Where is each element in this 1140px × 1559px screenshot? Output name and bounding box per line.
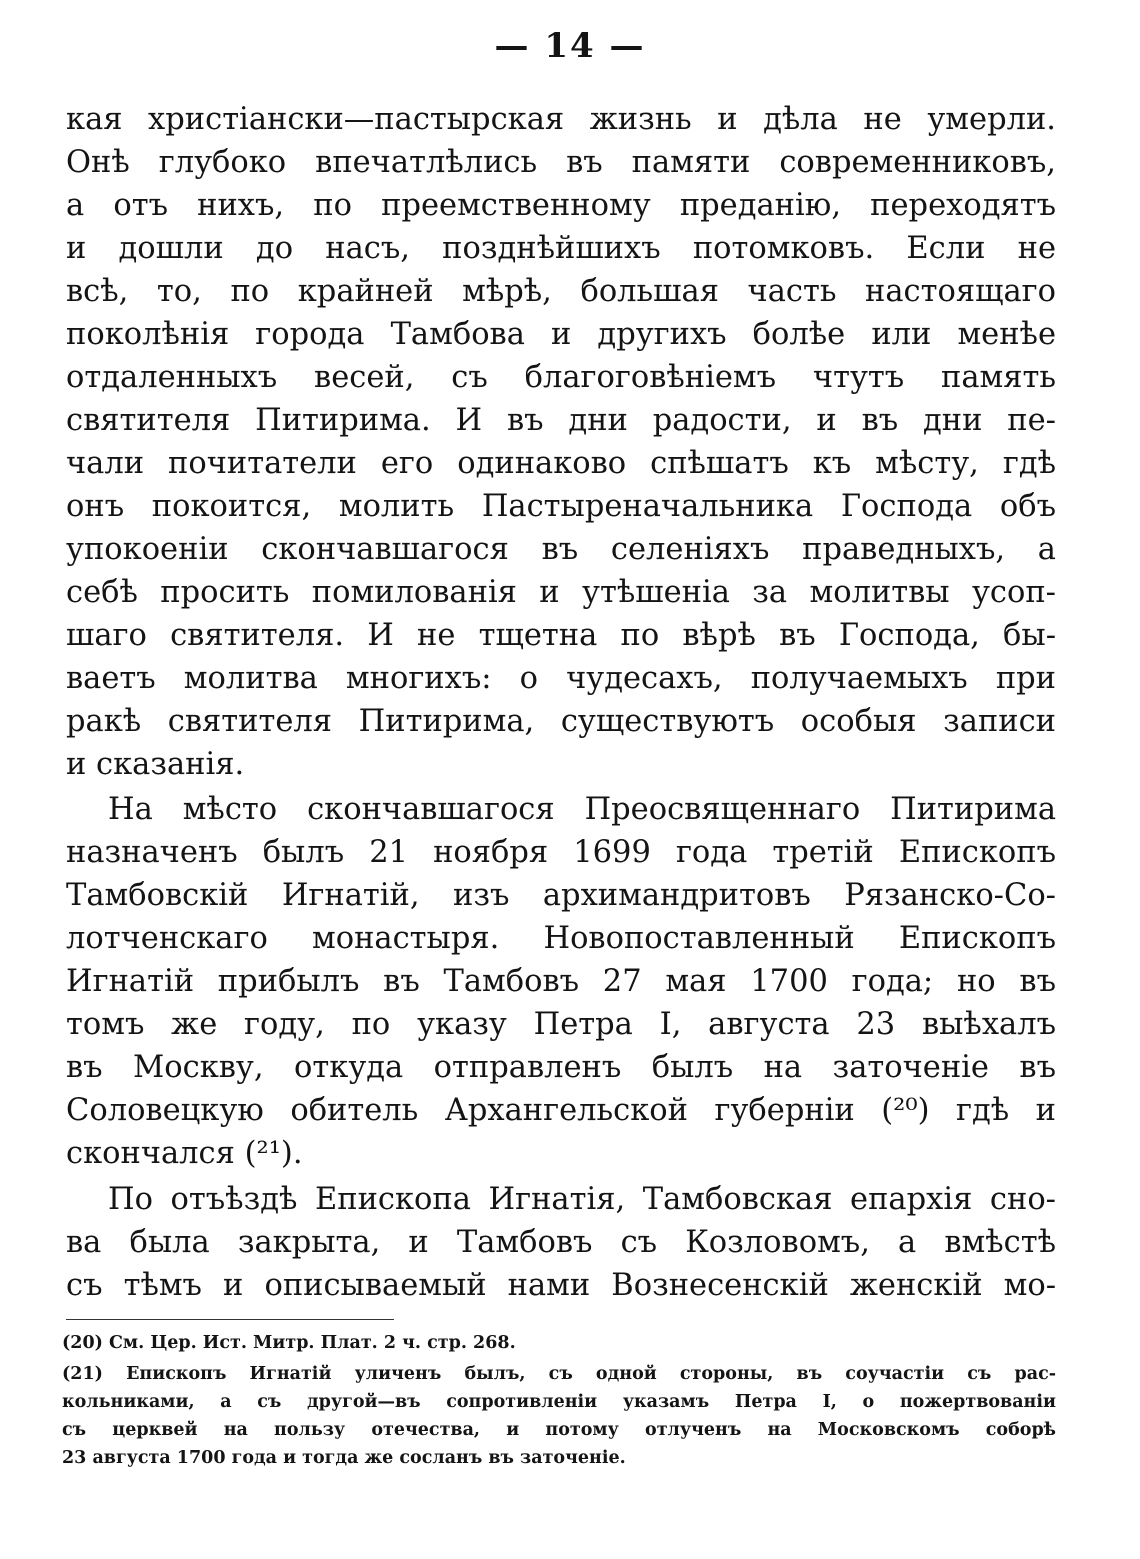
text-line: въ Москву, откуда отправленъ былъ на заточеніе въ — [66, 1050, 1056, 1085]
text-line: лотченскаго монастыря. Новопоставленный Епископъ — [66, 921, 1056, 956]
text-line: святителя Питирима. И въ дни радости, и въ дни пе- — [66, 403, 1056, 438]
text-line: скончался (²¹). — [66, 1136, 303, 1171]
text-line: Тамбовскій Игнатій, изъ архимандритовъ Рязанско-Со- — [66, 878, 1056, 913]
text-line: и дошли до насъ, позднѣйшихъ потомковъ. Если не — [66, 231, 1056, 266]
footnote-line: (20) См. Цер. Ист. Митр. Плат. 2 ч. стр. 268. — [62, 1333, 516, 1353]
text-line: назначенъ былъ 21 ноября 1699 года третій Епископъ — [66, 835, 1056, 870]
paragraph-start-line: По отъѣздѣ Епископа Игнатія, Тамбовская епархія сно- — [108, 1182, 1056, 1217]
footnote-divider — [66, 1319, 394, 1320]
text-line: онъ покоится, молить Пастыреначальника Господа объ — [66, 489, 1056, 524]
text-line: съ тѣмъ и описываемый нами Вознесенскій женскій мо- — [66, 1268, 1056, 1303]
text-line: отдаленныхъ весей, съ благоговѣніемъ чтутъ память — [66, 360, 1056, 395]
text-line: шаго святителя. И не тщетна по вѣрѣ въ Господа, бы- — [66, 618, 1056, 653]
text-line: ва была закрыта, и Тамбовъ съ Козловомъ, а вмѣстѣ — [66, 1225, 1056, 1260]
text-line: ваетъ молитва многихъ: о чудесахъ, получаемыхъ при — [66, 661, 1056, 696]
footnote-line: кольниками, а съ другой—въ сопротивленіи указамъ Петра I, о пожертвованіи — [62, 1392, 1056, 1412]
text-line: томъ же году, по указу Петра I, августа 23 выѣхалъ — [66, 1007, 1056, 1042]
text-line: себѣ просить помилованія и утѣшеніа за молитвы усоп- — [66, 575, 1056, 610]
text-line: упокоеніи скончавшагося въ селеніяхъ праведныхъ, а — [66, 532, 1056, 567]
text-line: поколѣнія города Тамбова и другихъ болѣе или менѣе — [66, 317, 1056, 352]
text-line: кая христіански—пастырская жизнь и дѣла не умерли. — [66, 102, 1056, 137]
text-line: ракѣ святителя Питирима, существуютъ особыя записи — [66, 704, 1056, 739]
text-line: Игнатій прибылъ въ Тамбовъ 27 мая 1700 года; но въ — [66, 964, 1056, 999]
page-number: — 14 — — [494, 26, 646, 66]
text-line: Онѣ глубоко впечатлѣлись въ памяти современниковъ, — [66, 145, 1056, 180]
footnote-line: 23 августа 1700 года и тогда же сосланъ въ заточеніе. — [62, 1448, 626, 1468]
text-line: всѣ, то, по крайней мѣрѣ, большая часть настоящаго — [66, 274, 1056, 309]
footnote-line: (21) Епископъ Игнатій уличенъ былъ, съ одной стороны, въ соучастіи съ рас- — [62, 1364, 1056, 1384]
text-line: а отъ нихъ, по преемственному преданію, переходятъ — [66, 188, 1056, 223]
text-line: чали почитатели его одинаково спѣшатъ къ мѣсту, гдѣ — [66, 446, 1056, 481]
text-line: Соловецкую обитель Архангельской губерніи (²⁰) гдѣ и — [66, 1093, 1056, 1128]
paragraph-start-line: На мѣсто скончавшагося Преосвященнаго Питирима — [108, 792, 1056, 827]
text-line: и сказанія. — [66, 747, 245, 782]
footnote-line: съ церквей на пользу отечества, и потому отлученъ на Московскомъ соборѣ — [62, 1420, 1056, 1440]
